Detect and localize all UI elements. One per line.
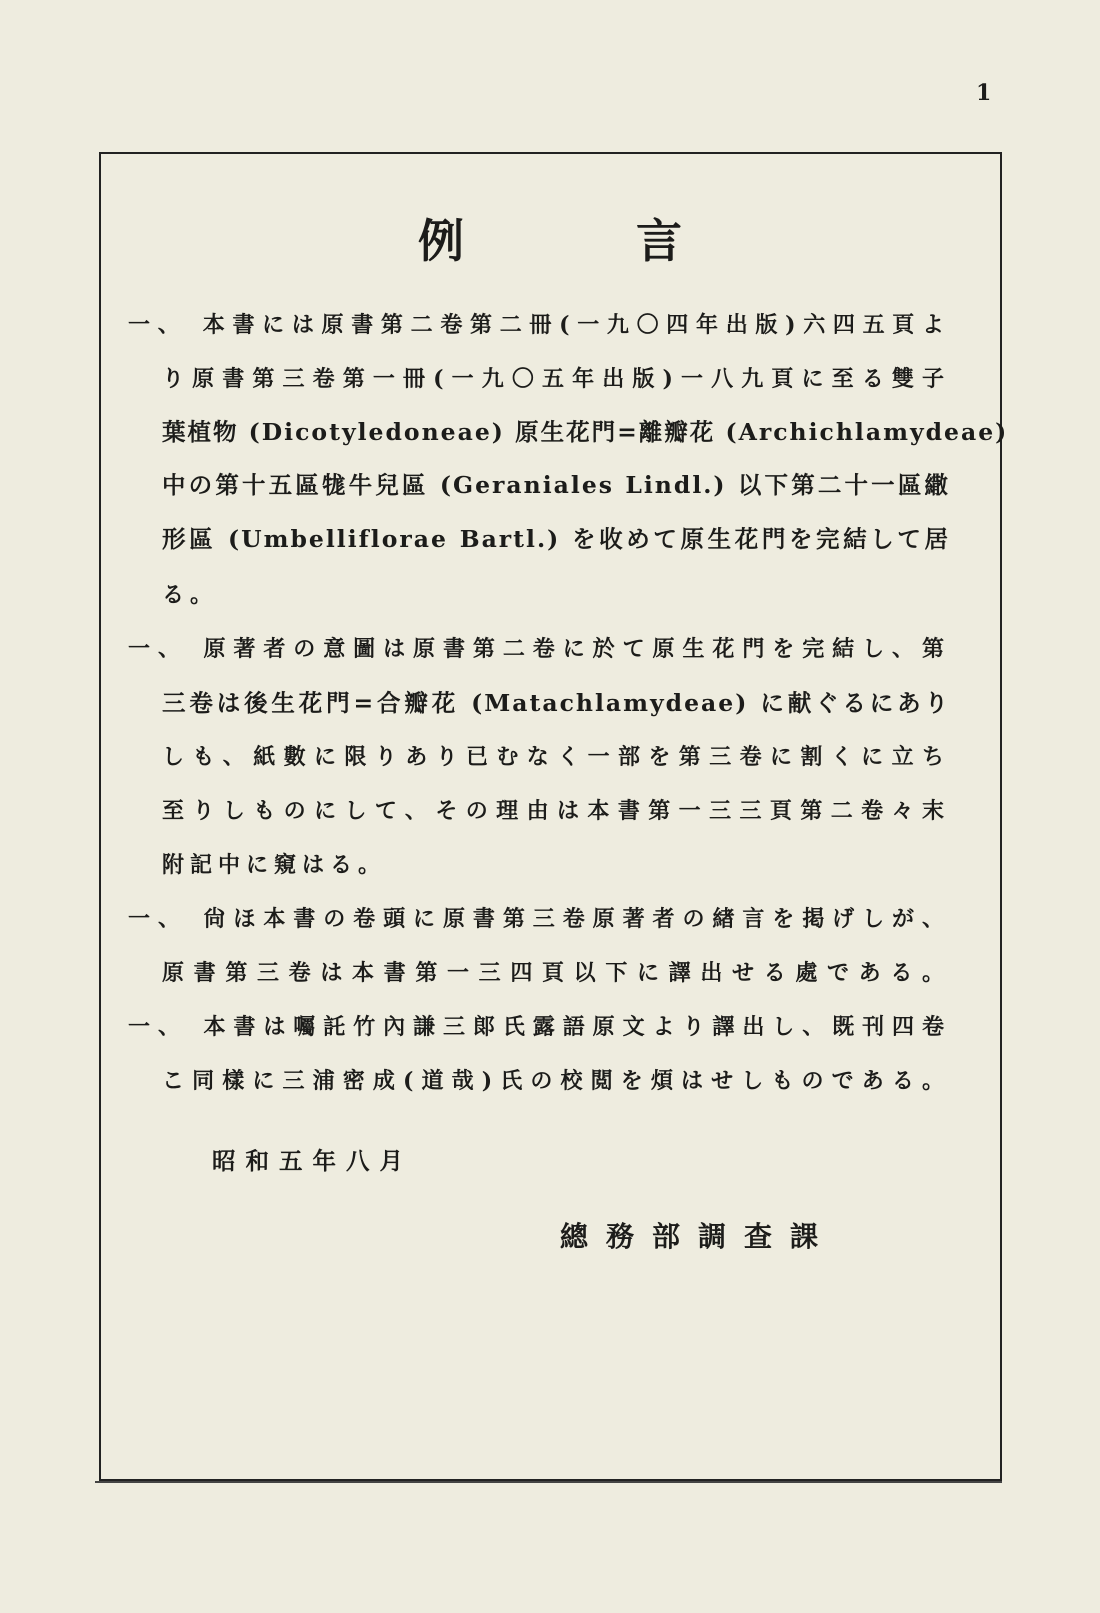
text-line: る。 — [162, 582, 219, 608]
text-line: しも、紙數に限りあり已むなく一部を第三卷に割くに立ち — [162, 744, 950, 770]
frame-bottom-rule — [95, 1481, 1002, 1483]
text-line: 附記中に窺はる。 — [162, 852, 387, 878]
text-line: 原書第三卷は本書第一三四頁以下に譯出せる處である。 — [162, 960, 950, 986]
text-line: 葉植物 (Dicotyledoneae) 原生花門=離瓣花 (Archichlamydeae) — [162, 418, 1009, 446]
text-line: 一、 本書には原書第二卷第二冊(一九〇四年出版)六四五頁よ — [128, 312, 950, 338]
text-line: 一、 尙ほ本書の卷頭に原書第三卷原著者の緖言を掲げしが、 — [128, 906, 950, 932]
text-line: 形區 (Umbelliflorae Bartl.) を收めて原生花門を完結して居 — [162, 525, 950, 553]
document-date: 昭和五年八月 — [212, 1147, 413, 1175]
page-number: 1 — [976, 80, 992, 106]
text-line: 中の第十五區牻牛兒區 (Geraniales Lindl.) 以下第二十一區繖 — [162, 471, 950, 499]
text-line: り原書第三卷第一冊(一九〇五年出版)一八九頁に至る雙子 — [162, 366, 950, 392]
text-line: 至りしものにして、その理由は本書第一三三頁第二卷々末 — [162, 798, 950, 824]
text-line: 一、 本書は囑託竹內謙三郞氏露語原文より譯出し、既刊四卷 — [128, 1014, 950, 1040]
text-line: こ同樣に三浦密成(道哉)氏の校閲を煩はせしものである。 — [162, 1068, 950, 1094]
signature-department: 總務部調查課 — [560, 1220, 837, 1253]
page-title: 例 言 — [417, 214, 760, 268]
text-line: 一、 原著者の意圖は原書第二卷に於て原生花門を完結し、第 — [128, 636, 950, 662]
text-line: 三卷は後生花門=合瓣花 (Matachlamydeae) に献ぐるにあり — [162, 689, 950, 717]
